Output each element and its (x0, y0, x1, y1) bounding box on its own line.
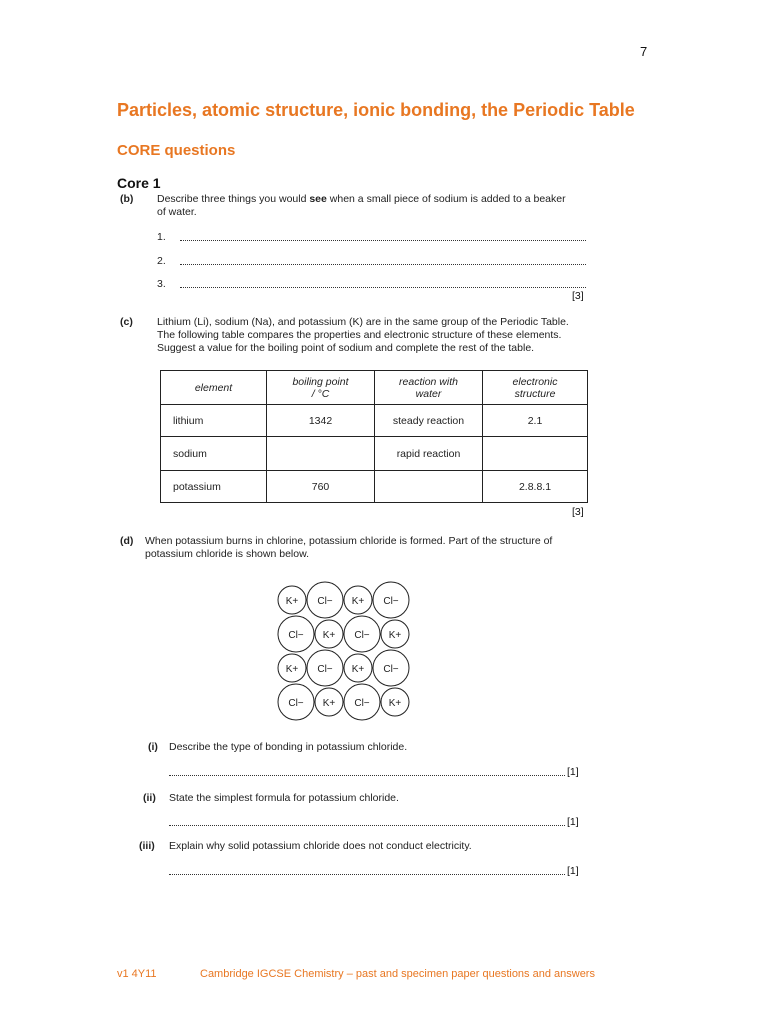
answer-line-i[interactable] (169, 775, 565, 776)
header-boiling-point-2: / °C (311, 387, 330, 400)
part-d-label: (d) (120, 535, 134, 547)
ion-label: Cl− (288, 630, 304, 641)
ion-label: Cl− (317, 596, 333, 607)
part-c-line-2: The following table compares the properties and electronic structure of these elements. (157, 329, 562, 341)
part-d-i-label: (i) (148, 741, 158, 753)
table-row (161, 437, 588, 471)
ion-label: Cl− (354, 698, 370, 709)
part-c-text (157, 316, 597, 355)
header-reaction-1: reaction with (399, 375, 458, 388)
part-d-i-mark: [1] (567, 766, 579, 778)
header-reaction-2: water (415, 387, 442, 400)
cell-element: lithium (161, 405, 267, 437)
answer-line-1[interactable] (180, 240, 586, 241)
part-c-label: (c) (120, 316, 133, 328)
ion-label: K+ (388, 698, 402, 709)
footer-version: v1 4Y11 (117, 968, 157, 980)
part-d-line-2: potassium chloride is shown below. (145, 548, 310, 560)
answer-line-3[interactable] (180, 287, 586, 288)
part-b-text-pre: Describe three things you would (157, 193, 310, 205)
header-structure-1: electronic (512, 375, 558, 388)
cell-boiling-point: 1342 (267, 405, 375, 437)
part-d-iii-text: Explain why solid potassium chloride does not conduct electricity. (169, 840, 472, 852)
part-b-text (157, 193, 597, 219)
ion-label: Cl− (317, 664, 333, 675)
table-row (161, 471, 588, 503)
table-row (161, 405, 588, 437)
ion-label: K+ (351, 596, 365, 607)
header-structure (483, 371, 588, 405)
ion-label: K+ (285, 664, 299, 675)
part-c-line-1: Lithium (Li), sodium (Na), and potassium (K) are in the same group of the Periodic Table. (157, 316, 569, 328)
section-heading: CORE questions (117, 142, 236, 159)
answer-line-2[interactable] (180, 264, 586, 265)
part-d-iii-label: (iii) (139, 840, 155, 852)
ion-label: K+ (322, 698, 336, 709)
cell-reaction[interactable] (375, 471, 483, 503)
cell-structure: 2.8.8.1 (483, 471, 588, 503)
cell-element: potassium (161, 471, 267, 503)
ion-label: Cl− (288, 698, 304, 709)
cell-structure: 2.1 (483, 405, 588, 437)
part-b-label: (b) (120, 193, 134, 205)
table-header-row (161, 371, 588, 405)
ion-label: K+ (285, 596, 299, 607)
cell-element: sodium (161, 437, 267, 471)
cell-structure[interactable] (483, 437, 588, 471)
header-reaction (375, 371, 483, 405)
kcl-lattice-diagram (270, 578, 430, 728)
ion-label: Cl− (383, 596, 399, 607)
answer-item-2: 2. (157, 255, 166, 267)
question-heading: Core 1 (117, 175, 161, 191)
footer-text: Cambridge IGCSE Chemistry – past and specimen paper questions and answers (200, 968, 595, 980)
answer-item-3: 3. (157, 278, 166, 290)
ion-label: K+ (388, 630, 402, 641)
cell-boiling-point: 760 (267, 471, 375, 503)
part-d-ii-text: State the simplest formula for potassium chloride. (169, 792, 399, 804)
part-d-i-text: Describe the type of bonding in potassium chloride. (169, 741, 408, 753)
page-title: Particles, atomic structure, ionic bonding, the Periodic Table (117, 100, 635, 120)
part-b-text-bold: see (309, 193, 327, 205)
part-b-mark: [3] (572, 290, 584, 302)
part-c-line-3: Suggest a value for the boiling point of sodium and complete the rest of the table. (157, 342, 535, 354)
cell-reaction: steady reaction (375, 405, 483, 437)
answer-item-1: 1. (157, 231, 166, 243)
ion-label: K+ (322, 630, 336, 641)
page-number: 7 (640, 44, 648, 59)
part-d-iii-mark: [1] (567, 865, 579, 877)
header-structure-2: structure (514, 387, 556, 400)
lattice-group (278, 582, 409, 720)
part-b-text-line2: of water. (157, 206, 197, 218)
ion-label: Cl− (383, 664, 399, 675)
part-d-text (145, 535, 595, 561)
header-element: element (161, 371, 267, 405)
header-boiling-point (267, 371, 375, 405)
cell-reaction: rapid reaction (375, 437, 483, 471)
part-d-line-1: When potassium burns in chlorine, potassium chloride is formed. Part of the structure of (145, 535, 553, 547)
ion-label: K+ (351, 664, 365, 675)
cell-boiling-point[interactable] (267, 437, 375, 471)
part-b-text-post: when a small piece of sodium is added to a beaker (326, 193, 566, 205)
part-c-mark: [3] (572, 506, 584, 518)
properties-table (160, 370, 588, 503)
answer-line-ii[interactable] (169, 825, 565, 826)
answer-line-iii[interactable] (169, 874, 565, 875)
ion-label: Cl− (354, 630, 370, 641)
part-d-ii-mark: [1] (567, 816, 579, 828)
header-boiling-point-1: boiling point (292, 375, 349, 388)
part-d-ii-label: (ii) (143, 792, 156, 804)
